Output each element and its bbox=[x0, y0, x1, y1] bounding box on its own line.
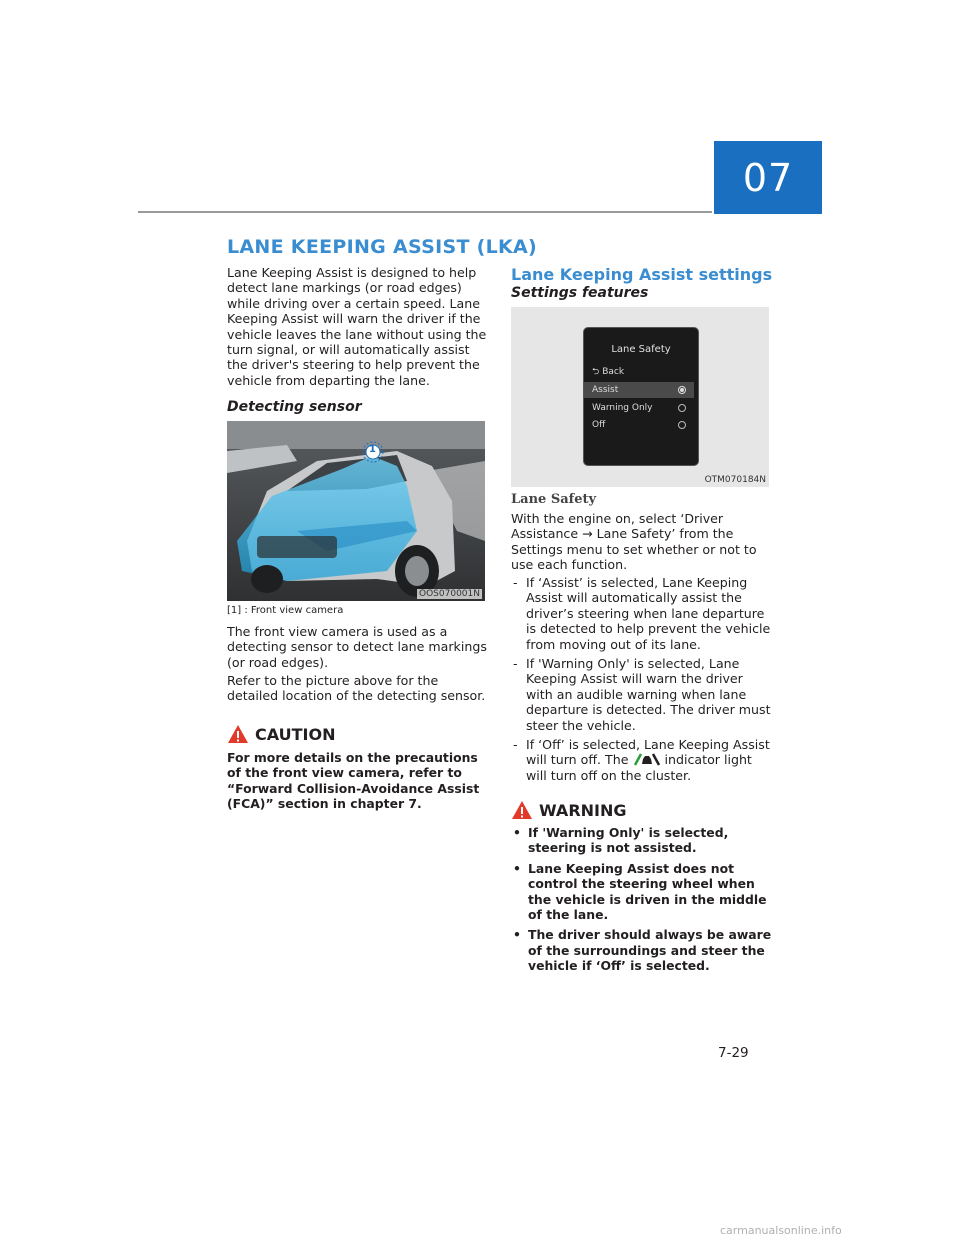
sensor-figure bbox=[227, 421, 485, 601]
intro-paragraph: Lane Keeping Assist is designed to help detect lane markings (or road edges) while driving over a certain speed. Lane Keeping Assist will warn the driver if the vehicle leaves the lane without using the turn signal, or will automatically assist the driver's steering to help prevent the vehicle from departing the lane. bbox=[227, 265, 487, 388]
cluster-screen bbox=[583, 327, 699, 466]
warning-title: WARNING bbox=[539, 800, 627, 820]
figure-caption: [1] : Front view camera bbox=[227, 605, 344, 616]
settings-features-heading: Settings features bbox=[511, 285, 649, 301]
screen-back-label: Back bbox=[602, 367, 625, 377]
caution-heading bbox=[227, 724, 489, 744]
lane-safety-paragraph: With the engine on, select ‘Driver Assistance → Lane Safety’ from the Settings menu to set whether or not to use each function. bbox=[511, 511, 757, 573]
caution-title: CAUTION bbox=[255, 724, 336, 744]
list-item: - If ‘Assist’ is selected, Lane Keeping Assist will automatically assist the driver’s steering when lane departure is detected to help prevent the vehicle from moving out of its lane. bbox=[511, 575, 773, 652]
list-item bbox=[511, 737, 773, 783]
warning-item: • Lane Keeping Assist does not control the steering wheel when the vehicle is driven in the middle of the lane. bbox=[511, 861, 773, 923]
settings-figure bbox=[511, 307, 769, 487]
figure-code: OOS070001N bbox=[419, 589, 480, 599]
list-item-text-before: If ‘Off’ is selected, Lane Keeping Assist will turn off. The bbox=[526, 737, 770, 768]
screen-option-label: Assist bbox=[592, 385, 619, 395]
footer-watermark: carmanualsonline.info bbox=[720, 1224, 842, 1237]
header-rule bbox=[138, 211, 712, 213]
screen-option-assist[interactable] bbox=[584, 382, 694, 398]
sensor-paragraph-1: The front view camera is used as a detecting sensor to detect lane markings (or road edges). bbox=[227, 624, 487, 670]
sensor-paragraph-2: Refer to the picture above for the detailed location of the detecting sensor. bbox=[227, 673, 486, 704]
warning-heading bbox=[511, 800, 773, 820]
figure-callout-1: 1 bbox=[369, 444, 376, 455]
lane-keeping-indicator-icon bbox=[633, 752, 661, 766]
screen-option-label: Warning Only bbox=[592, 403, 653, 413]
caution-triangle-icon bbox=[227, 724, 249, 744]
radio-empty-icon bbox=[678, 421, 686, 429]
list-item-text-after: indicator light will turn off on the cluster. bbox=[526, 752, 752, 783]
screen-option-warning-only[interactable] bbox=[584, 400, 694, 416]
chapter-number: 07 bbox=[742, 155, 794, 200]
screen-option-off[interactable] bbox=[584, 417, 694, 433]
list-item: - If 'Warning Only' is selected, Lane Keeping Assist will warn the driver with an audible warning when lane departure is detected. The driver must steer the vehicle. bbox=[511, 656, 773, 733]
warning-list bbox=[511, 825, 773, 979]
car-camera-illustration bbox=[227, 421, 485, 601]
settings-heading: Lane Keeping Assist settings bbox=[511, 265, 773, 284]
warning-triangle-icon bbox=[511, 800, 533, 820]
page-number: 7-29 bbox=[718, 1045, 749, 1061]
screen-back-item[interactable] bbox=[584, 364, 694, 380]
screen-option-label: Off bbox=[592, 420, 606, 430]
settings-figure-code: OTM070184N bbox=[704, 475, 766, 485]
chapter-tab bbox=[714, 141, 822, 214]
lane-safety-options-list bbox=[511, 575, 773, 787]
back-arrow-icon: ⮌ bbox=[592, 367, 600, 377]
warning-item: • If 'Warning Only' is selected, steering is not assisted. bbox=[511, 825, 773, 856]
caution-text: For more details on the precautions of the front view camera, refer to “Forward Collision-Avoidance Assist (FCA)” section in chapter 7. bbox=[227, 750, 480, 812]
warning-item: • The driver should always be aware of the surroundings and steer the vehicle if ‘Off’ is selected. bbox=[511, 927, 773, 973]
radio-empty-icon bbox=[678, 404, 686, 412]
screen-title: Lane Safety bbox=[611, 344, 671, 355]
lane-safety-heading: Lane Safety bbox=[511, 492, 597, 507]
section-title: LANE KEEPING ASSIST (LKA) bbox=[227, 236, 538, 258]
detecting-sensor-heading: Detecting sensor bbox=[227, 399, 362, 415]
radio-selected-icon bbox=[678, 386, 686, 394]
